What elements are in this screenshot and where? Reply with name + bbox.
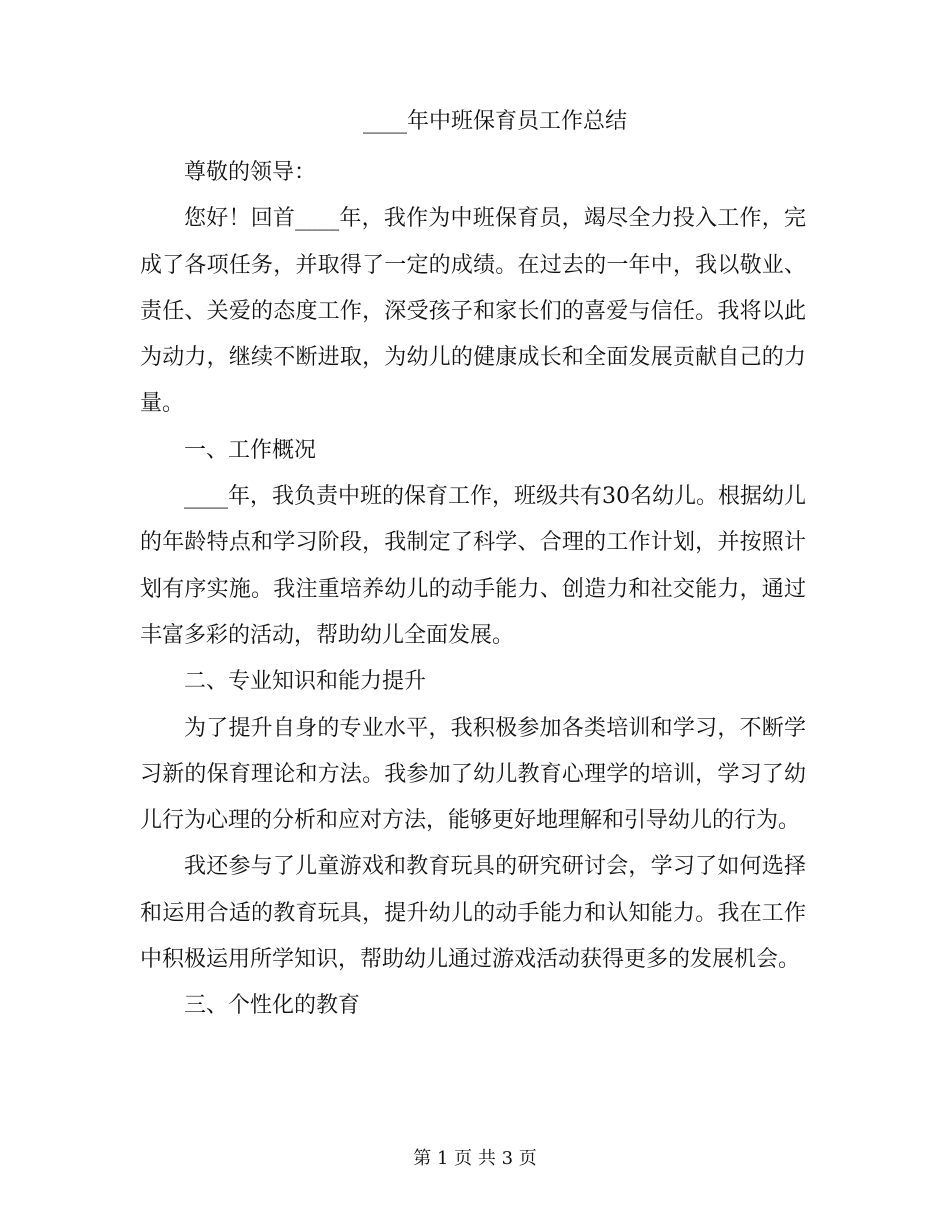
paragraph-work-overview: ____年，我负责中班的保育工作，班级共有30名幼儿。根据幼儿的年龄特点和学习阶段，我制定了科学、合理的工作计划，并按照计划有序实施。我注重培养幼儿的动手能力、创造力和社交能力，通过丰富多彩的活动，帮助幼儿全面发展。 — [140, 484, 806, 648]
paragraph-seminar: 我还参与了儿童游戏和教育玩具的研究研讨会，学习了如何选择和运用合适的教育玩具，提升幼儿的动手能力和认知能力。我在工作中积极运用所学知识，帮助幼儿通过游戏活动获得更多的发展机会。 — [140, 854, 806, 973]
paragraph-training: 为了提升自身的专业水平，我积极参加各类培训和学习，不断学习新的保育理论和方法。我参加了幼儿教育心理学的培训，学习了幼儿行为心理的分析和应对方法，能够更好地理解和引导幼儿的行为。 — [140, 715, 806, 834]
salutation: 尊敬的领导： — [184, 160, 317, 185]
page-footer: 第 1 页 共 3 页 — [413, 1148, 537, 1169]
section-heading-3: 三、个性化的教育 — [184, 993, 361, 1019]
document-title: ____年中班保育员工作总结 — [362, 109, 627, 134]
section-heading-2: 二、专业知识和能力提升 — [184, 669, 427, 695]
document-body — [140, 150, 806, 1030]
section-heading-1: 一、工作概况 — [184, 437, 317, 463]
paragraph-intro: 您好！回首____年，我作为中班保育员，竭尽全力投入工作，完成了各项任务，并取得了一定的成绩。在过去的一年中，我以敬业、责任、关爱的态度工作，深受孩子和家长们的喜爱与信任。我将以此为动力，继续不断进取，为幼儿的健康成长和全面发展贡献自己的力量。 — [140, 206, 806, 417]
